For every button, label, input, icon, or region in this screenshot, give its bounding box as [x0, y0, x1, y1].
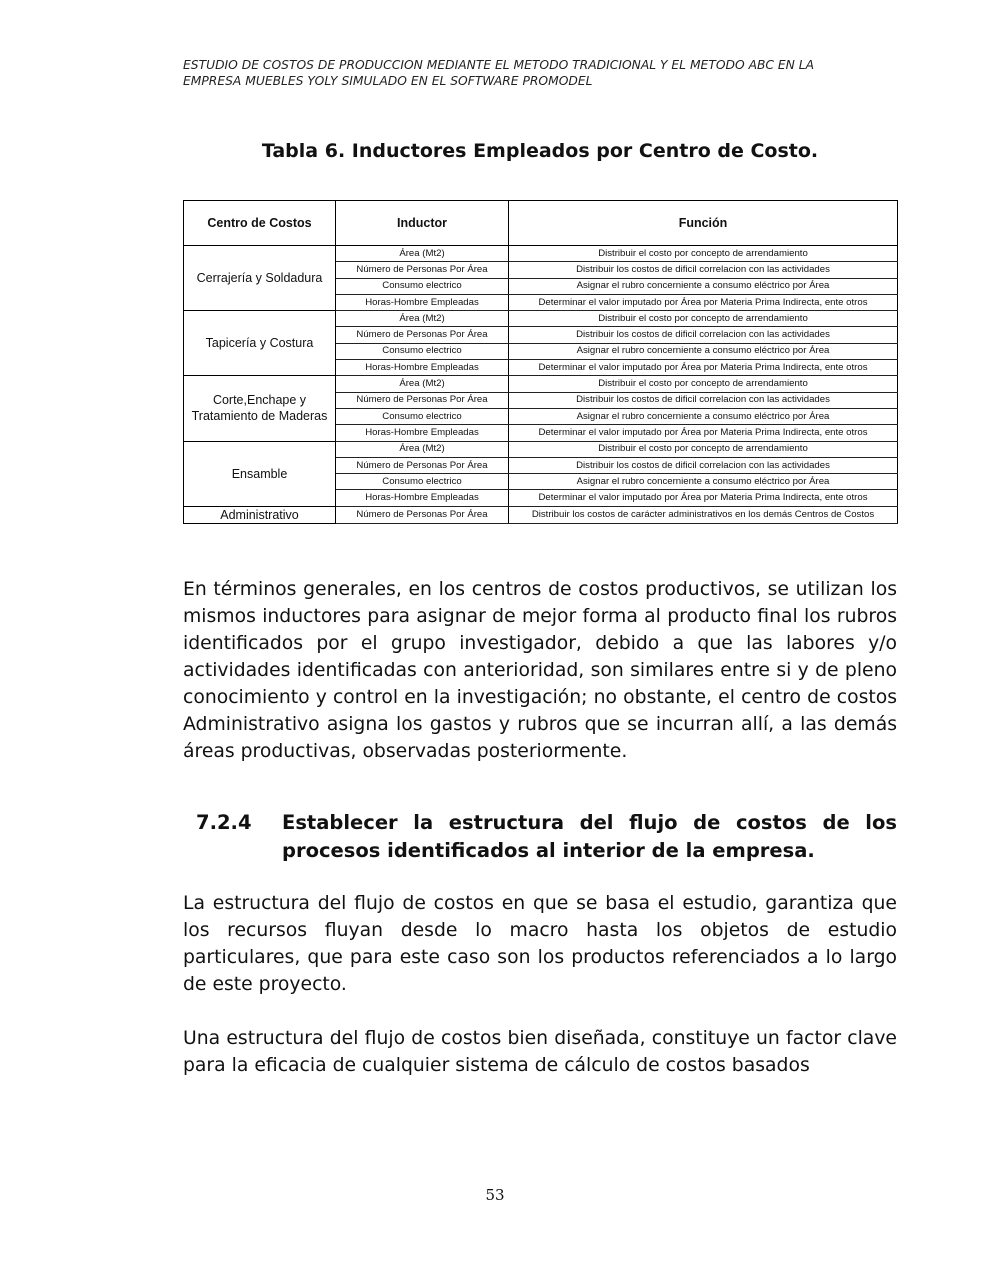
- funcion-cell: Determinar el valor imputado por Área por Materia Prima Indirecta, ente otros: [509, 360, 898, 376]
- running-header-line-1: ESTUDIO DE COSTOS DE PRODUCCION MEDIANTE EL METODO TRADICIONAL Y EL METODO ABC EN LA: [183, 58, 815, 72]
- cost-center-name: Administrativo: [184, 506, 336, 523]
- table-header-row: [184, 201, 898, 246]
- funcion-cell: Asignar el rubro concerniente a consumo eléctrico por Área: [509, 474, 898, 490]
- inductor-cell: Consumo electrico: [336, 474, 509, 490]
- table-row: [184, 246, 898, 262]
- inductor-cell: Área (Mt2): [336, 246, 509, 262]
- inductor-cell: Consumo electrico: [336, 343, 509, 359]
- section-number: 7.2.4: [196, 811, 252, 834]
- inductor-cell: Número de Personas Por Área: [336, 392, 509, 408]
- inductor-cell: Número de Personas Por Área: [336, 327, 509, 343]
- funcion-cell: Determinar el valor imputado por Área por Materia Prima Indirecta, ente otros: [509, 425, 898, 441]
- cost-center-name: Corte,Enchape y Tratamiento de Maderas: [184, 376, 336, 441]
- table-row: [184, 311, 898, 327]
- funcion-cell: Asignar el rubro concerniente a consumo eléctrico por Área: [509, 408, 898, 424]
- funcion-cell: Distribuir el costo por concepto de arrendamiento: [509, 246, 898, 262]
- inductor-cell: Área (Mt2): [336, 311, 509, 327]
- inductor-cell: Consumo electrico: [336, 408, 509, 424]
- running-header: [183, 57, 883, 89]
- header-inductor: Inductor: [336, 201, 509, 246]
- funcion-cell: Distribuir los costos de dificil correlacion con las actividades: [509, 392, 898, 408]
- cost-center-name: Tapicería y Costura: [184, 311, 336, 376]
- funcion-cell: Distribuir los costos de dificil correlacion con las actividades: [509, 262, 898, 278]
- header-centro-de-costos: Centro de Costos: [184, 201, 336, 246]
- table-title: Tabla 6. Inductores Empleados por Centro de Costo.: [261, 140, 819, 162]
- paragraph-cost-flow-structure: La estructura del flujo de costos en que se basa el estudio, garantiza que los recursos fluyan desde lo macro hasta los objetos de estudio particulares, que para este caso son los productos referenciados a lo largo de este proyecto.: [183, 893, 897, 995]
- table-row: [184, 506, 898, 523]
- section-heading: [183, 809, 897, 865]
- inductor-cell: Horas-Hombre Empleadas: [336, 360, 509, 376]
- funcion-cell: Determinar el valor imputado por Área por Materia Prima Indirecta, ente otros: [509, 294, 898, 310]
- inductor-cell: Área (Mt2): [336, 441, 509, 457]
- inductor-cell: Horas-Hombre Empleadas: [336, 294, 509, 310]
- inductors-table: [183, 200, 898, 524]
- funcion-cell: Distribuir los costos de dificil correlacion con las actividades: [509, 327, 898, 343]
- section-title: Establecer la estructura del flujo de costos de los procesos identificados al interior de la empresa.: [282, 811, 897, 862]
- paragraph-well-designed-structure: Una estructura del flujo de costos bien diseñada, constituye un factor clave para la eficacia de cualquier sistema de cálculo de costos basados: [183, 1028, 897, 1076]
- funcion-cell: Asignar el rubro concerniente a consumo eléctrico por Área: [509, 343, 898, 359]
- funcion-cell: Distribuir el costo por concepto de arrendamiento: [509, 376, 898, 392]
- funcion-cell: Distribuir los costos de dificil correlacion con las actividades: [509, 457, 898, 473]
- funcion-cell: Determinar el valor imputado por Área por Materia Prima Indirecta, ente otros: [509, 490, 898, 506]
- inductors-table-container: [183, 200, 897, 524]
- funcion-cell: Distribuir el costo por concepto de arrendamiento: [509, 441, 898, 457]
- inductor-cell: Horas-Hombre Empleadas: [336, 490, 509, 506]
- funcion-cell: Asignar el rubro concerniente a consumo eléctrico por Área: [509, 278, 898, 294]
- inductor-cell: Número de Personas Por Área: [336, 262, 509, 278]
- inductor-cell: Horas-Hombre Empleadas: [336, 425, 509, 441]
- paragraph-general-terms: En términos generales, en los centros de costos productivos, se utilizan los mismos inductores para asignar de mejor forma al producto final los rubros identificados por el grupo investigador, debido a que las labores y/o actividades identificadas con anterioridad, son similares entre si y de pleno conocimiento y control en la investigación; no obstante, el centro de costos Administrativo asigna los gastos y rubros que se incurran allí, a las demás áreas productivas, observadas posteriormente.: [183, 579, 897, 762]
- running-header-line-2: EMPRESA MUEBLES YOLY SIMULADO EN EL SOFTWARE PROMODEL: [183, 74, 593, 88]
- cost-center-name: Ensamble: [184, 441, 336, 506]
- inductor-cell: Número de Personas Por Área: [336, 457, 509, 473]
- page-number: 53: [485, 1186, 505, 1204]
- inductor-cell: Número de Personas Por Área: [336, 506, 509, 523]
- funcion-cell: Distribuir el costo por concepto de arrendamiento: [509, 311, 898, 327]
- table-row: [184, 441, 898, 457]
- table-row: [184, 376, 898, 392]
- funcion-cell: Distribuir los costos de carácter administrativos en los demás Centros de Costos: [509, 506, 898, 523]
- inductor-cell: Área (Mt2): [336, 376, 509, 392]
- header-funcion: Función: [509, 201, 898, 246]
- cost-center-name: Cerrajería y Soldadura: [184, 246, 336, 311]
- inductor-cell: Consumo electrico: [336, 278, 509, 294]
